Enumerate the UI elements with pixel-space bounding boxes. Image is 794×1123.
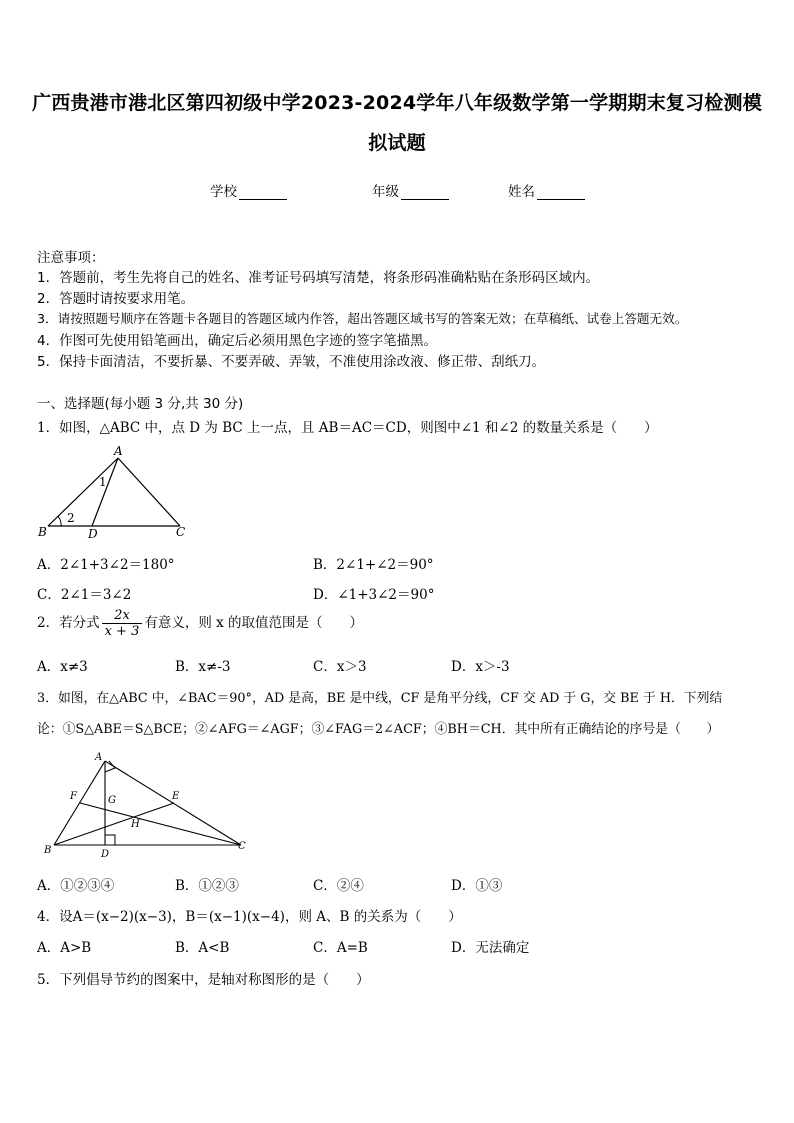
label-a: A (114, 444, 123, 458)
question-1-figure (37, 442, 197, 540)
fraction (102, 608, 143, 639)
name-field (508, 180, 585, 200)
q2-suffix: 有意义，则 x 的取值范围是（ ） (144, 615, 364, 631)
q3-option-a: A．①②③④ (37, 878, 115, 894)
question-5-text: 5．下列倡导节约的图案中，是轴对称图形的是（ ） (37, 972, 370, 988)
label-b: B (38, 525, 47, 539)
grade-field (372, 180, 449, 200)
name-blank (537, 185, 585, 200)
q1-option-b: B．2∠1+∠2＝90° (313, 557, 434, 573)
label-angle-2: 2 (67, 511, 75, 525)
question-1-text: 1．如图，△ABC 中，点 D 为 BC 上一点，且 AB＝AC＝CD，则图中∠1 和∠2 的数量关系是（ ） (37, 420, 658, 436)
question-2-text (37, 608, 363, 639)
note-item: 5．保持卡面清洁，不要折暴、不要弄破、弄皱，不准使用涂改液、修正带、刮纸刀。 (37, 354, 546, 370)
label-e: E (172, 791, 180, 802)
segment-ac (118, 458, 180, 526)
note-item: 2．答题时请按要求用笔。 (37, 291, 195, 307)
school-field (210, 180, 287, 200)
q4-option-d: D．无法确定 (451, 940, 530, 956)
right-angle-mark-d (105, 835, 115, 845)
label-angle-1: 1 (99, 475, 107, 489)
q4-option-c: C．A=B (313, 940, 368, 956)
grade-blank (401, 185, 449, 200)
label-c: C (238, 841, 246, 852)
q3-option-b: B．①②③ (175, 878, 239, 894)
q4-option-a: A．A>B (37, 940, 92, 956)
school-blank (239, 185, 287, 200)
segment-ab (54, 761, 105, 845)
q2-option-a: A．x≠3 (37, 659, 88, 675)
question-3-line2: 论：①S△ABE＝S△BCE；②∠AFG＝∠AGF；③∠FAG＝2∠ACF；④BH＝CH．其中所有正确结论的序号是（ ） (37, 722, 720, 737)
label-g: G (108, 795, 116, 806)
segment-be (54, 803, 174, 845)
note-item: 1．答题前，考生先将自己的姓名、准考证号码填写清楚，将条形码准确粘贴在条形码区域内。 (37, 270, 600, 286)
grade-label: 年级 (372, 184, 399, 200)
question-4-text: 4．设A＝(x−2)(x−3)，B＝(x−1)(x−4)，则 A、B 的关系为（ ） (37, 909, 462, 925)
note-item: 3．请按照题号顺序在答题卡各题目的答题区域内作答，超出答题区域书写的答案无效；在草稿纸、试卷上答题无效。 (37, 311, 688, 326)
q1-option-d: D．∠1+3∠2＝90° (313, 587, 435, 603)
school-label: 学校 (210, 184, 237, 200)
q4-option-b: B．A<B (175, 940, 230, 956)
label-d: D (101, 849, 110, 860)
q2-option-c: C．x＞3 (313, 659, 367, 675)
angle-2-arc (58, 516, 61, 526)
section-heading: 一、选择题(每小题 3 分,共 30 分) (37, 396, 244, 412)
label-d: D (88, 527, 98, 540)
label-c: C (176, 525, 186, 539)
exam-title-line2: 拟试题 (368, 132, 426, 154)
label-h: H (131, 819, 140, 830)
q1-option-a: A．2∠1+3∠2＝180° (37, 557, 175, 573)
note-item: 4．作图可先使用铅笔画出，确定后必须用黑色字迹的签字笔描黑。 (37, 333, 438, 349)
name-label: 姓名 (508, 184, 535, 200)
q3-option-d: D．①③ (451, 878, 503, 894)
right-angle-mark-a (105, 761, 115, 772)
q2-prefix: 2．若分式 (37, 615, 100, 631)
segment-ad (92, 458, 118, 526)
fraction-denominator: x + 3 (104, 624, 140, 639)
q1-option-c: C．2∠1＝3∠2 (37, 587, 132, 603)
label-f: F (70, 791, 77, 802)
q2-option-b: B．x≠-3 (175, 659, 231, 675)
label-a: A (95, 752, 103, 763)
question-3-figure (37, 748, 257, 860)
question-3-line1: 3．如图，在△ABC 中，∠BAC＝90°，AD 是高，BE 是中线，CF 是角平分线，CF 交 AD 于 G，交 BE 于 H．下列结 (37, 691, 723, 706)
label-b: B (44, 845, 52, 856)
segment-cf (80, 803, 241, 845)
q2-option-d: D．x＞-3 (451, 659, 510, 675)
segment-ab (48, 458, 118, 526)
notes-heading: 注意事项： (37, 250, 105, 266)
exam-title-line1: 广西贵港市港北区第四初级中学2023-2024学年八年级数学第一学期期末复习检测模 (32, 92, 762, 114)
q3-option-c: C．②④ (313, 878, 364, 894)
fraction-numerator: 2x (102, 608, 143, 624)
